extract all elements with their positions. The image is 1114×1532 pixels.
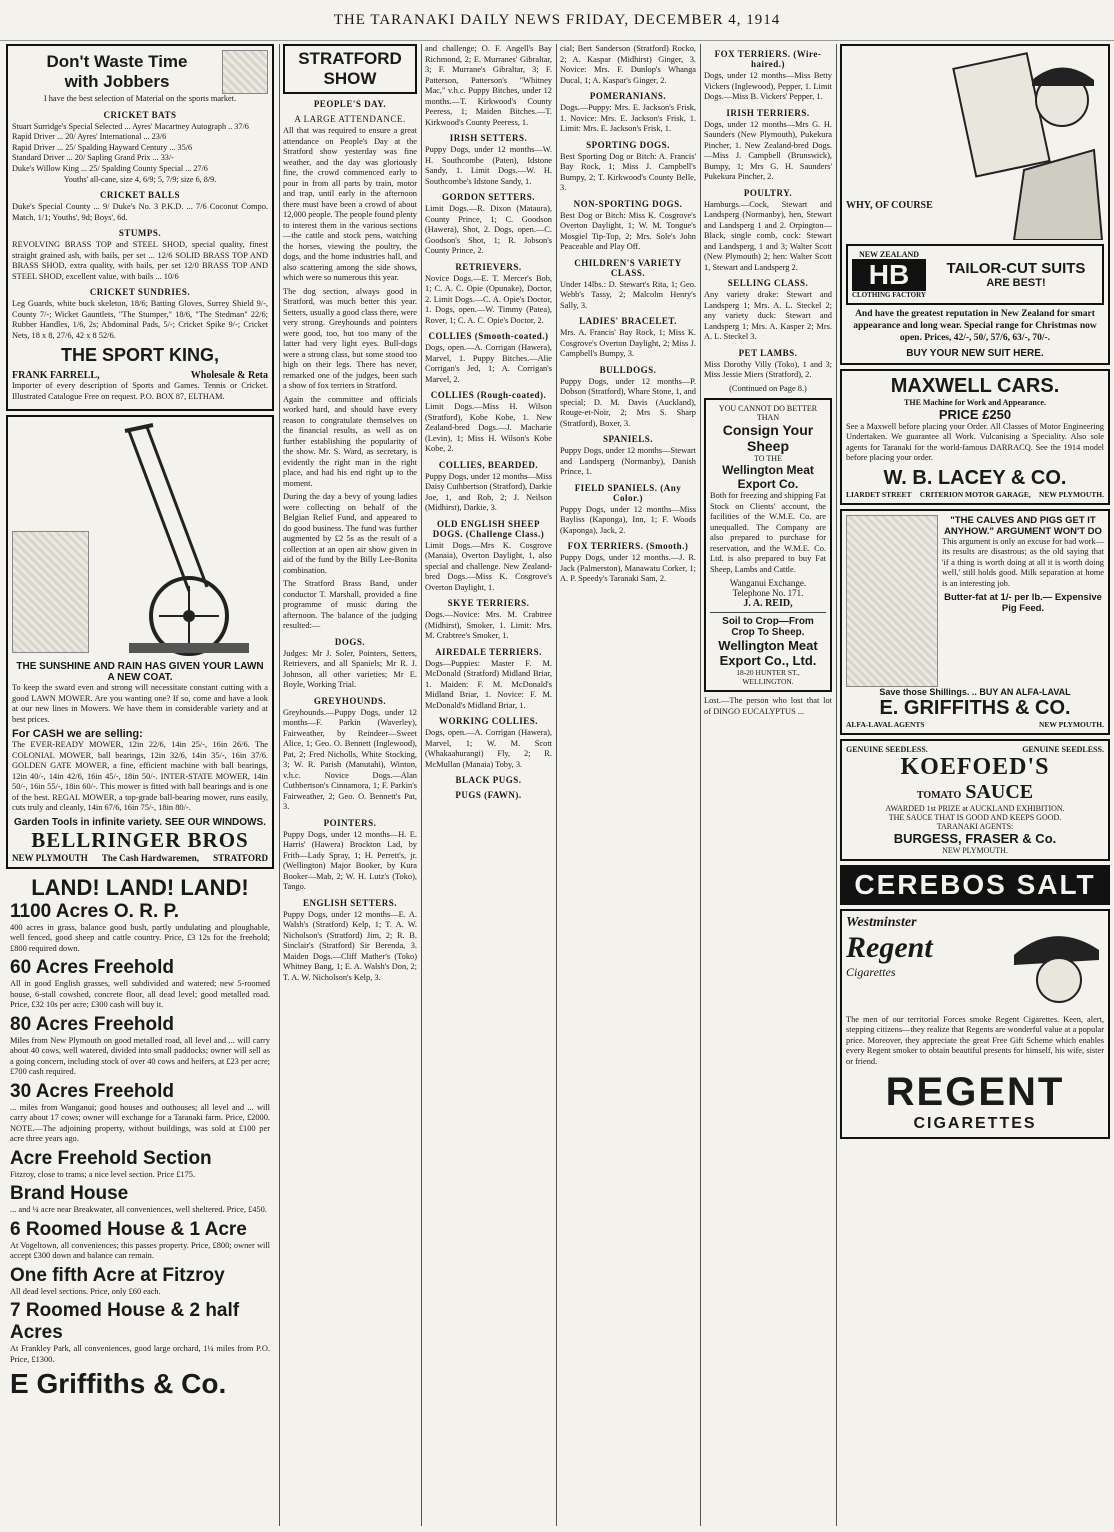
section-heading: POULTRY. <box>743 187 793 198</box>
property-text: 400 acres in grass, balance good bush, partly undulating and ploughable, well fenced, good sheep and cattle country. Price, £3 12s for the freehold; £800 required down. <box>10 922 270 953</box>
list-item: Duke's Willow King ... 25/ Spalding County Special ... 27/6 <box>12 164 208 174</box>
farrell-text: Importer of every description of Sports and Games. Tennis or Cricket. Illustrated Catalogue Free on request. P.O. BOX 87, ELTHAM. <box>12 381 268 401</box>
address: NEW PLYMOUTH. <box>1038 489 1104 499</box>
ad-text: Both for freezing and shipping Fat Stock on Clients' account, the facilities of the W.M.E. Co. are unequalled. The Company are also prepared to purchase for reservation, and the W.M.E. Co. Ltd. is also prepared to buy Fat Sheep, Lambs and Cattle. <box>710 491 826 574</box>
balls-text: Duke's Special County ... 9/ Duke's No. 3 P.K.D. ... 7/6 Coconut Compo. Match, 1/1; Youths', 9d; Boys', 6d. <box>12 202 268 222</box>
paragraph: Dogs.—Novice: Mrs. M. Crabtree (Midhirst), Smoker, 1. Limit: Mrs. M. Crabtree's Smoker, 1. <box>425 610 552 640</box>
ad-text: TARANAKI AGENTS: <box>936 821 1014 831</box>
property-text: Fitzroy, close to trams; a nice level section. Price £175. <box>10 1169 196 1179</box>
paragraph: Dogs, under 12 months—Mrs G. H. Saunders (New Plymouth), Pukekura Pincher, 1. New Zealand-bred Dogs.—Miss J. Campbell (Brunswick), Bumpy, 1; Mrs G. H. Saunders' Pukekura Pincher, 2. <box>704 119 832 181</box>
ad-tag: GENUINE SEEDLESS. <box>846 744 928 754</box>
ad-text: The men of our territorial Forces smoke Regent Cigarettes. Keen, alert, stepping citizens—they realize that Regents are wonderful value at a popular price. Moreover, they appreciate the great Free Gift Scheme which enables every Regent smoker to obtain beautiful presents for himself, his wife, sister or friend. <box>846 1014 1104 1066</box>
company-name: Wellington Meat Export Co., Ltd. <box>718 638 818 668</box>
paragraph: Greyhounds.—Puppy Dogs, under 12 months—F. Parkin (Waverley), Fairweather, by Reindeer—Sweet Alice, 1; Geo. O. Bennett (Inglewood), Pat, 2; Fred Nicholls, White Stocking, 3; W. R. Parish (Manutahi), Winton, v.h.c. Novice Dogs.—Alan Cuthbertson's Cinnamora, 1; F. Parkin's Fairweather, 2; Geo. O. Bennett's Pat, 3. <box>283 707 417 811</box>
company-name: W. B. LACEY & CO. <box>883 466 1067 489</box>
company-name: Wellington Meat Export Co. <box>722 463 814 491</box>
alfa-laval-ad <box>840 509 1110 735</box>
section-heading: DOGS. <box>334 636 366 647</box>
section-heading: COLLIES (Rough-coated). <box>430 390 547 400</box>
brand-sub: Cigarettes <box>846 964 896 979</box>
griffiths-signature: E Griffiths & Co. <box>10 1368 227 1400</box>
section-heading: SKYE TERRIERS. <box>447 598 530 608</box>
section-heading: OLD ENGLISH SHEEP DOGS. (Challenge Class.) <box>432 518 545 539</box>
ad-title: with Jobbers <box>64 72 170 91</box>
bellringer-name: BELLRINGER BROS <box>31 827 249 852</box>
ad-text: This argument is only an excuse for bad work—its results are disastrous; as the old saying that 'if a thing is worth doing at all it is worth doing well,' still holds good. Milk separation at home is an interesting job. <box>942 536 1104 588</box>
company-name: E. GRIFFITHS & CO. <box>879 696 1071 719</box>
article-title: STRATFORD SHOW <box>298 49 402 88</box>
ad-line: TO THE <box>754 454 782 463</box>
tools-line: Garden Tools in infinite variety. SEE OUR WINDOWS. <box>14 816 266 828</box>
property-title: 30 Acres Freehold <box>10 1080 175 1102</box>
paragraph: Best Sporting Dog or Bitch: A. Francis' Bay Rock, 1; Miss J. Campbell's Bumpy, 2; T. Kirkwood's County Belle, 3. <box>560 151 696 192</box>
section-heading: SPANIELS. <box>602 434 654 444</box>
property-text: ... miles from Wanganui; good houses and outhouses; all level and ... will carry about 17 cows; owner will exchange for a Taranaki farm. Price, £2000. NOTE.—The adjoining property, without buildings, was sold at £100 per acre three years ago. <box>10 1102 270 1144</box>
hb-ad <box>840 44 1110 365</box>
mowers-list: The EVER-READY MOWER, 12in 22/6, 14in 25/-, 16in 26/6. The COLONIAL MOWER, ball bearings, 12in 32/6, 14in 35/-, 16in 37/6. GOLDEN GATE MOWER, a fine, efficient machine with ball bearings, 12in 40/-, 14in 42/6, 16in 45/-, 18in 50/-. INTER-STATE MOWER, 14in 50/-, 16in 55/-, 18in 60/-. This mower is fitted with ball bearings and is one of the best. REGAL MOWER, a top-grade ball-bearing mower, runs easily, cuts truly and cleanly, 14in 67/6, 16in 75/-, 18in 80/-. <box>12 740 268 813</box>
stumps-text: REVOLVING BRASS TOP and STEEL SHOD, special quality, finest straight grained ash, with bails, per set ... 12/6 SOLID BRASS TOP AND BRASS SHOD, extra quality, with bails, per set 12/0 BRASS TOP AND STEEL SHOD, excellent value, with bails ... 10/6 <box>12 240 268 281</box>
paragraph: Hamburgs.—Cock, Stewart and Landsperg (Normanby), hen, Stewart and Landsperg 1 and 2. Orpington—Black, single comb, cock: Stewart and Landsperg, 1 and 3; Walter Scott (New Plymouth) 2; hen: Walter Scott 1, Stewart and Landsperg 2. <box>704 199 832 272</box>
section-heading: CRICKET BALLS <box>99 190 181 201</box>
property-text: At Vogeltown, all conveniences; this passes property. Price, £800; owner will accept £300 down and balance can remain. <box>10 1240 270 1261</box>
exchange: Wanganui Exchange. <box>729 578 807 588</box>
list-item: Standard Driver ... 20/ Sapling Grand Prix ... 33/- <box>12 153 174 163</box>
paragraph: Miss Dorothy Villy (Toko), 1 and 3; Miss Jessie Miers (Stratford), 2. <box>704 359 832 379</box>
ad-text: THE SAUCE THAT IS GOOD AND KEEPS GOOD. <box>888 812 1062 822</box>
ad-title: Don't Waste Time <box>46 52 188 71</box>
property-text: All in good English grasses, well subdivided and watered; new 5-roomed house, 6-stall cowshed, concrete floor, all dead level; good metalled road. Price, £32 10s per acre; £300 cash will buy it. <box>10 979 270 1010</box>
location: STRATFORD <box>213 852 268 863</box>
ad-word: TOMATO <box>916 789 962 801</box>
section-heading: SPORTING DOGS. <box>586 139 670 150</box>
ad-word: SAUCE <box>965 780 1034 803</box>
section-heading: FIELD SPANIELS. (Any Color.) <box>574 482 682 503</box>
section-heading: CRICKET SUNDRIES. <box>89 287 191 298</box>
mower-ad <box>6 415 274 869</box>
column-3 <box>425 44 552 1526</box>
list-item: Stuart Surridge's Special Selected ... Ayres' Macartney Autograph .. 37/6 <box>12 121 249 131</box>
sport-king-heading: THE SPORT KING, <box>60 345 219 366</box>
ad-headline: "THE CALVES AND PIGS GET IT ANYHOW." ARGUMENT WON'T DO <box>944 514 1102 537</box>
ad-line: YOU CANNOT DO BETTER <box>718 404 818 413</box>
column-rule <box>836 44 837 1526</box>
paragraph: Mrs. A. Francis' Bay Rock, 1; Miss K. Cosgrove's Overton Daylight, 2; Miss J. Campbell's Bumpy, 3. <box>560 328 696 358</box>
ad-text: See a Maxwell before placing your Order. All Classes of Motor Engineering Undertaken. We guarantee all Work. Vulcanising a Speciality. Also sole agents for Taranaki for the world-famous DARRACQ. See the 1914 model before placing your order. <box>846 421 1104 463</box>
article-title-box <box>283 44 417 94</box>
land-ad <box>6 873 274 1403</box>
address: NEW PLYMOUTH. <box>1038 719 1104 729</box>
property-title: 1100 Acres O. R. P. <box>10 900 180 922</box>
section-heading: GREYHOUNDS. <box>313 695 387 706</box>
section-heading: IRISH SETTERS. <box>449 133 528 143</box>
logo-text: NEW ZEALAND <box>858 250 920 259</box>
ad-headline: Consign Your Sheep <box>722 422 814 454</box>
ad-subheadline: THE Machine for Work and Appearance. <box>904 397 1046 407</box>
why-of-course: WHY, OF COURSE <box>846 200 933 211</box>
ad-tag: GENUINE SEEDLESS. <box>1022 744 1104 754</box>
meat-export-ad <box>704 398 832 692</box>
section-heading: COLLIES (Smooth-coated.) <box>428 331 549 341</box>
section-heading: POMERANIANS. <box>589 91 667 101</box>
bats-list <box>12 122 268 186</box>
column-1 <box>6 44 274 1526</box>
paragraph: Puppy Dogs, under 12 months—W. H. Southcombe (Paten), Idstone Sandy, 1. Limit Dogs.—W. H. Southcombe's Idstone Sandy, 1. <box>425 145 552 186</box>
farrell-tag: Wholesale & Reta <box>190 370 268 382</box>
paragraph: Lost.—The person who lost that lot of DINGO EUCALYPTUS ... <box>704 696 832 716</box>
logo-text: HB <box>852 259 926 291</box>
section-heading: FOX TERRIERS. (Wire-haired.) <box>714 49 822 69</box>
section-heading: BULLDOGS. <box>599 364 657 375</box>
paragraph: Puppy Dogs, under 12 months—Miss Bayliss (Kaponga), Inn, 1; F. Woods (Kaponga), Jack, 2. <box>560 504 696 535</box>
paragraph: The dog section, always good in Stratford, was much better this year. Setters, usually a good class there, were very strong. Greyhounds and pointers were good, too, but too many of the latter had very light eyes. Bull-dogs were a strong class, but some stood too high on their legs. There has never, remarked one of the judges, been such a show of fox terriers in Stratford. <box>283 286 417 390</box>
paragraph: Dogs.—Puppy: Mrs. E. Jackson's Frisk, 1. Novice: Mrs. E. Jackson's Frisk, 1. Limit: Mrs. E. Jackson's Frisk, 1. <box>560 103 696 133</box>
column-5 <box>704 44 832 1526</box>
paragraph: Under 14lbs.: D. Stewart's Rita, 1; Geo. Webb's Tassy, 2; Malcolm Henry's Sally, 3. <box>560 279 696 310</box>
column-rule <box>700 44 701 1526</box>
section-heading: ENGLISH SETTERS. <box>302 897 398 908</box>
address: LIARDET STREET <box>846 489 912 499</box>
section-heading: CHILDREN'S VARIETY CLASS. <box>574 257 682 278</box>
paragraph: cial; Bert Sanderson (Stratford) Rocko, 2; A. Kaspar (Midhirst) Ginger, 3. Novice: Mrs. F. Dunlop's Whanga Ducal, 1; A. Kaspar's Ginger, 2. <box>560 44 696 85</box>
ad-intro: I have the best selection of Material on the sports market. <box>43 94 237 103</box>
property-title: 7 Roomed House & 2 half Acres <box>10 1300 240 1344</box>
paragraph: Puppy Dogs, under 12 months—H. E. Harris' (Hawera) Brockton Lad, by Frith—Lady Spray, 1; H. Perrett's, jr. (Wellington) Major Booker, by Kura Booker—Mab, 2; W. H. Lutz's (Toko), Tango. <box>283 829 417 891</box>
section-heading: NON-SPORTING DOGS. <box>573 198 683 209</box>
paragraph: Best Dog or Bitch: Miss K. Cosgrove's Overton Daylight, 1; W. M. Tongue's Mosgiel Tip-Top, 2; Mrs. Sole's John Peaceable and Play Off. <box>560 210 696 251</box>
price: PRICE £250 <box>938 406 1012 422</box>
continued-note: (Continued on Page 8.) <box>729 383 807 393</box>
property-text: All dead level sections. Price, only £60 each. <box>10 1286 161 1296</box>
separator-illustration <box>846 515 938 687</box>
column-6 <box>840 44 1110 1526</box>
column-2 <box>283 44 417 1526</box>
paragraph: and challenge; O. F. Angell's Bay Richmond, 2; E. Murranes' Gibraltar, 3; F. Murrane's Gibraltar, 3; F. Patterson, Patterson's "Whitney Mac," v.h.c. Puppy Bitches, under 12 months.—T. Kirkwood's County Peeress, 1; Maiden Bitches.—T. Kirkwood's County Peeress, 1. <box>425 44 552 127</box>
paragraph: Novice Dogs.—E. T. Mercer's Bob, 1; C. A. C. Opie (Opunake), Doctor, 2. Limit Dogs.—C. A. Opie's Doctor, 1. Dogs, open.—W. Timmy (Patea), Rover, 1; C. A. C. Opie's Doctor, 2. <box>425 273 552 325</box>
mower-text: To keep the sward even and strong will necessitate constant cutting with a good LAWN MOWER. Are you wanting one? If so, come and have a look at our new lines in Mowers. We have them in considerable variety and at best prices. <box>12 683 268 724</box>
location: NEW PLYMOUTH <box>12 852 88 863</box>
ad-headline: TAILOR-CUT SUITS <box>946 260 1086 277</box>
ad-footer: Save those Shillings. .. BUY AN ALFA-LAVAL <box>879 686 1071 697</box>
section-heading: WORKING COLLIES. <box>438 716 539 726</box>
property-title: One fifth Acre at Fitzroy <box>10 1264 225 1286</box>
paragraph: All that was required to ensure a great attendance on People's Day at the Stratford show yesterday was fine weather, and the day was gloriously fine, the crowd commenced early to pour in from all parts by train, motor and trap, until early in the afternoon there must have been a crowd of about 12,000 people. The people found plenty to interest them in the various sections—the cattle and stock pens, watching the horses, viewing the poultry, the dogs, and the home industries hall, and also scattering among the side shows, which were so numerous this year. <box>283 126 417 282</box>
property-title: 80 Acres Freehold <box>10 1013 175 1035</box>
clock-illustration <box>222 50 268 94</box>
subheading: A LARGE ATTENDANCE. <box>294 114 406 124</box>
list-item: Youths' all-cane, size 4, 6/9; 5, 7/9; size 6, 8/9. <box>63 174 217 184</box>
paragraph: Dogs, open.—A. Corrigan (Hawera), Marvel, 1. Puppy Bitches.—Alie Corrigan's Jed, 1; A. Corrigan's Marvel, 2. <box>425 343 552 384</box>
section-heading: FOX TERRIERS. (Smooth.) <box>567 541 689 551</box>
address: CRITERION MOTOR GARAGE, <box>919 489 1031 499</box>
property-text: At Frankley Park, all conveniences, good large orchard, 1¼ miles from P.O. Price, £1300. <box>10 1344 270 1364</box>
ad-headline: Soil to Crop—From Crop To Sheep. <box>722 616 814 638</box>
paragraph: Limit Dogs.—R. Dixon (Mataura), County Prince, 1; C. Goodson (Hawera), Shot, 2. Dogs, open.—C. Goodson's Shot, 1; R. Jobson's County Prince, 2. <box>425 204 552 255</box>
cerebos-ad <box>840 865 1110 905</box>
column-rule <box>421 44 422 1526</box>
property-title: 60 Acres Freehold <box>10 957 175 979</box>
section-heading: AIREDALE TERRIERS. <box>435 646 542 657</box>
logo-text: CLOTHING FACTORY <box>852 291 926 299</box>
paragraph: Again the committee and officials worked hard, and should have every reason to congratulate themselves on the financial results, as well as on further establishing the popularity of the show. Mr. S. Ward, as secretary, is evidently the right man in the right place, and had his end right up to the moment. <box>283 394 417 488</box>
section-heading: SELLING CLASS. <box>727 278 809 288</box>
property-title: Brand House <box>10 1183 129 1205</box>
section-heading: IRISH TERRIERS. <box>726 107 810 118</box>
section-heading: PUGS (FAWN). <box>455 790 522 800</box>
agent-name: J. A. REID, <box>743 598 793 609</box>
ad-footer: BUY YOUR NEW SUIT HERE. <box>906 347 1044 359</box>
ad-subheadline: Butter-fat at 1/- per lb.— Expensive Pig Feed. <box>944 592 1102 615</box>
soldier-illustration <box>1004 915 1104 1015</box>
paragraph: Dogs, under 12 months—Miss Betty Vickers (Inglewood), Pepper, 1. Limit Dogs.—Miss B. Vickers' Pepper, 1. <box>704 71 832 101</box>
company-name: BURGESS, FRASER & Co. <box>893 830 1057 846</box>
brand-sub: Westminster <box>846 914 917 930</box>
paragraph: Limit Dogs.—Miss H. Wilson (Stratford), Kobe Kobe, 1. New Zealand-bred Dogs.—J. Macharie (Levin), 1; Miss H. Wilson's Kobe Kobe, 2. <box>425 402 552 453</box>
paragraph: Puppy Dogs, under 12 months—E. A. Walsh's (Stratford) Kelp, 1; T. A. W. Nicholson's (Stratford) Jim, 2; R. B. Sinclair's (Stratford) Sir Berenda, 3. Maiden Dogs.—Cliff Mather's (Toko) Whitney Bang, 1; E. A. Walsh's Don, 2; T. A. W. Nicholson's Kelp, 3. <box>283 909 417 982</box>
address: ALFA-LAVAL AGENTS <box>846 719 925 729</box>
paragraph: Limit Dogs.—Mrs K. Cosgrove (Manaia), Overton Daylight, 1, also special and challenge. New Zealand-bred Dogs.—Miss K. Cosgrove's Overton Daylight, 1. <box>425 540 552 592</box>
regent-ad <box>840 909 1110 1140</box>
brand-sub: CIGARETTES <box>913 1115 1037 1133</box>
farrell-name: FRANK FARRELL, <box>12 370 100 382</box>
list-item: Rapid Driver ... 20/ Ayres' International ... 23/6 <box>12 132 167 142</box>
section-heading: RETRIEVERS. <box>455 261 522 272</box>
maxwell-ad <box>840 369 1110 505</box>
section-heading: STUMPS. <box>118 228 162 239</box>
cash-heading: For CASH we are selling: <box>12 728 143 741</box>
property-text: ... and ¼ acre near Breakwater, all conveniences, well sheltered. Price, £450. <box>10 1205 267 1215</box>
paragraph: Dogs—Puppies: Master F. M. McDonald (Stratford) Midland Briar, 1. Maiden: F. M. McDonald's Midland Briar, 1. Novice: F. M. McDonald's Midland Briar, 1. <box>425 658 552 710</box>
property-title: Acre Freehold Section <box>10 1147 212 1169</box>
telephone: Telephone No. 171. <box>732 588 804 598</box>
paragraph: Puppy Dogs, under 12 months.—J. R. Jack (Palmerston), Manawatu Corker, 1; A. P. Speedy's Taranaki Sam, 2. <box>560 553 696 583</box>
grass-catcher-illustration <box>12 531 89 653</box>
section-heading: CRICKET BATS <box>103 109 177 120</box>
section-heading: PET LAMBS. <box>738 347 798 358</box>
property-text: Miles from New Plymouth on good metalled road, all level and ... will carry about 40 cows, well watered, divided into small paddocks; owner will sell as a going concern, including stock of over 40 cows and heifers, at £23 per acre; £700 cash required. <box>10 1035 271 1077</box>
section-heading: COLLIES, BEARDED. <box>438 459 539 470</box>
location: The Cash Hardwaremen, <box>101 852 199 863</box>
subheading: PEOPLE'S DAY. <box>313 99 387 109</box>
column-rule <box>279 44 280 1526</box>
section-heading: POINTERS. <box>323 817 377 828</box>
section-heading: GORDON SETTERS. <box>441 192 536 202</box>
brand-name: KOEFOED'S <box>900 753 1050 780</box>
paragraph: Puppy Dogs, under 12 months—P. Dobson (Stratford), Whare Stone, 1, and special; D. M. Davis (Auckland), Rouge-et-Noir, 2; Mrs S. Sharp (Stratford), Boxer, 3. <box>560 376 696 428</box>
paragraph: The Stratford Brass Band, under conductor T. Marshall, provided a fine programme of music during the afternoon. The balance of the judging resulted:— <box>283 579 417 630</box>
sports-ad <box>6 44 274 411</box>
paragraph: Puppy Dogs, under 12 months—Miss Daisy Cuthbertson (Stratford), Darkie Joe, 1, and Rob, 2; J. Neilson (Midhirst), Darkie, 3. <box>425 471 552 512</box>
column-rule <box>556 44 557 1526</box>
sundries-text: Leg Guards, white buck skeleton, 18/6; Batting Gloves, Surrey Shield 9/-, County 7/-; Wicket Gauntlets, "The Stumper," 18/6, "The Stedman" 22/6; Rubber Handles, 1/6, 2s; Abdominal Pads, 5/-; Cricket Spike 9/-; Cricket Nets, 18 x 8, 27/6, 42 x 8 52/6. <box>12 299 268 340</box>
paragraph: Dogs, open.—A. Corrigan (Hawera), Marvel, 1; W. M. Scott (Whakaahurangi) Fly, 2; R. McMullan (Manaia) Toby, 3. <box>425 728 552 769</box>
ad-headline: MAXWELL CARS. <box>890 374 1060 397</box>
ad-subheadline: ARE BEST! <box>986 277 1046 289</box>
address: 18-20 HUNTER ST., WELLINGTON. <box>736 668 800 686</box>
ad-text: And have the greatest reputation in New Zealand for smart appearance and long wear. Special range for Christmas now open. Prices, 42/-, 50/, 57/6, 63/-, 70/-. <box>853 309 1097 343</box>
brand-name: Regent <box>846 930 933 964</box>
paragraph: During the day a bevy of young ladies were collecting on behalf of the Belgian Relief Fund, and appeared to do good business. The fund was further augmented by £2 5s as the result of a collection at an open air show given in aid of the fund by the Billy Lee-Bonita combination. <box>283 492 417 575</box>
mower-heading: THE SUNSHINE AND RAIN HAS GIVEN YOUR LAWN A NEW COAT. <box>16 661 264 684</box>
ad-line: THAN <box>756 413 780 422</box>
column-4 <box>560 44 696 1526</box>
paragraph: Puppy Dogs, under 12 months—Stewart and Landsperg (Normanby), Danish Prince, 1. <box>560 446 696 476</box>
address: NEW PLYMOUTH. <box>942 845 1008 855</box>
lawn-mower-illustration <box>89 421 268 661</box>
section-heading: LADIES' BRACELET. <box>579 316 677 326</box>
masthead: THE TARANAKI DAILY NEWS FRIDAY, DECEMBER 4, 1914 <box>0 0 1114 41</box>
land-heading: LAND! LAND! LAND! <box>31 874 249 900</box>
paragraph: Any variety drake: Stewart and Landsperg 1; Mrs. A. L. Steckel 2; any variety duck: Stewart and Landsperg 1; Mrs. A. Kasper 2; Mrs. A. L. Steckel 3. <box>704 290 832 341</box>
property-title: 6 Roomed House & 1 Acre <box>10 1218 247 1240</box>
koefoed-ad <box>840 739 1110 861</box>
brand-name: REGENT <box>885 1070 1065 1115</box>
hb-logo <box>848 246 930 303</box>
man-reading-illustration <box>944 50 1104 240</box>
paragraph: Judges: Mr J. Soler, Pointers, Setters, Retrievers, and all Spaniels; Mr R. J. Johnson, all other varieties; Mr E. Boyle, Working Trial. <box>283 648 417 689</box>
brand-name: CEREBOS SALT <box>854 868 1096 900</box>
list-item: Rapid Driver ... 25/ Spalding Hayward Century ... 35/6 <box>12 142 193 152</box>
section-heading: BLACK PUGS. <box>455 775 522 785</box>
ad-text: AWARDED 1st PRIZE at AUCKLAND EXHIBITION. <box>885 803 1065 813</box>
